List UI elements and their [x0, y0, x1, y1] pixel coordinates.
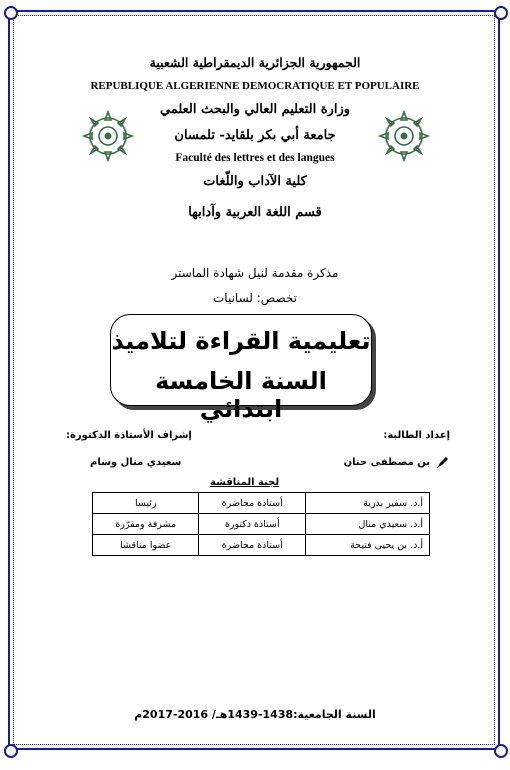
memoir-purpose: مذكرة مقدمة لنيل شهادة الماستر [171, 266, 339, 280]
faculty-french: Faculté des lettres et des langues [175, 152, 335, 164]
memoir-title-line1: تعليمية القراءة لتلاميذ [111, 327, 371, 355]
memoir-title-line2: السنة الخامسة ابتدائي [155, 367, 327, 423]
pen-icon [436, 455, 450, 469]
table-row [93, 514, 430, 535]
member-role: عضوا مناقشا [93, 535, 199, 556]
academic-year: السنة الجامعية:1438-1439هـ/ 2016-2017م [134, 708, 376, 721]
memoir-specialty: تخصص: لسانيات [213, 291, 297, 305]
member-rank: أستاذة دكتورة [199, 514, 306, 535]
faculty-arabic: كلية الآداب واللّغات [203, 174, 307, 189]
student-name: بن مصطفى حنان [343, 457, 430, 468]
member-rank: أستاذة محاضرة [199, 535, 306, 556]
republic-arabic: الجمهورية الجزائرية الديمقراطية الشعبية [149, 55, 361, 70]
supervisor-label: إشراف الأستاذة الدكتورة: [66, 430, 192, 441]
department-arabic: قسم اللغة العربية وآدابها [188, 205, 322, 220]
member-role: رئيسا [93, 493, 199, 514]
corner-ornament [4, 6, 18, 20]
corner-ornament [494, 744, 508, 758]
memoir-title-box [110, 314, 372, 423]
supervisor-name: سعيدي منال وسام [90, 457, 182, 468]
republic-french: REPUBLIQUE ALGERIENNE DEMOCRATIQUE ET POPULAIRE [90, 80, 420, 92]
corner-ornament [494, 6, 508, 20]
member-name: أ.د. بن يحيى فتيحة [306, 535, 430, 556]
member-role: مشرفة ومقرّرة [93, 514, 199, 535]
student-label: إعداد الطالبة: [383, 430, 450, 441]
university-seal-icon [80, 108, 136, 164]
university-seal-icon [376, 108, 432, 164]
member-name: أ.د. سعيدي منال [306, 514, 430, 535]
corner-ornament [4, 744, 18, 758]
member-rank: أستاذة محاضرة [199, 493, 306, 514]
table-row [93, 535, 430, 556]
table-row [93, 493, 430, 514]
university-arabic: جامعة أبي بكر بلقايد- تلمسان [174, 128, 336, 143]
committee-label: لجنة المناقشة [210, 477, 280, 488]
committee-table [92, 492, 430, 556]
member-name: أ.د. سفير بدرية [306, 493, 430, 514]
ministry-arabic: وزارة التعليم العالي والبحث العلمي [159, 102, 351, 117]
